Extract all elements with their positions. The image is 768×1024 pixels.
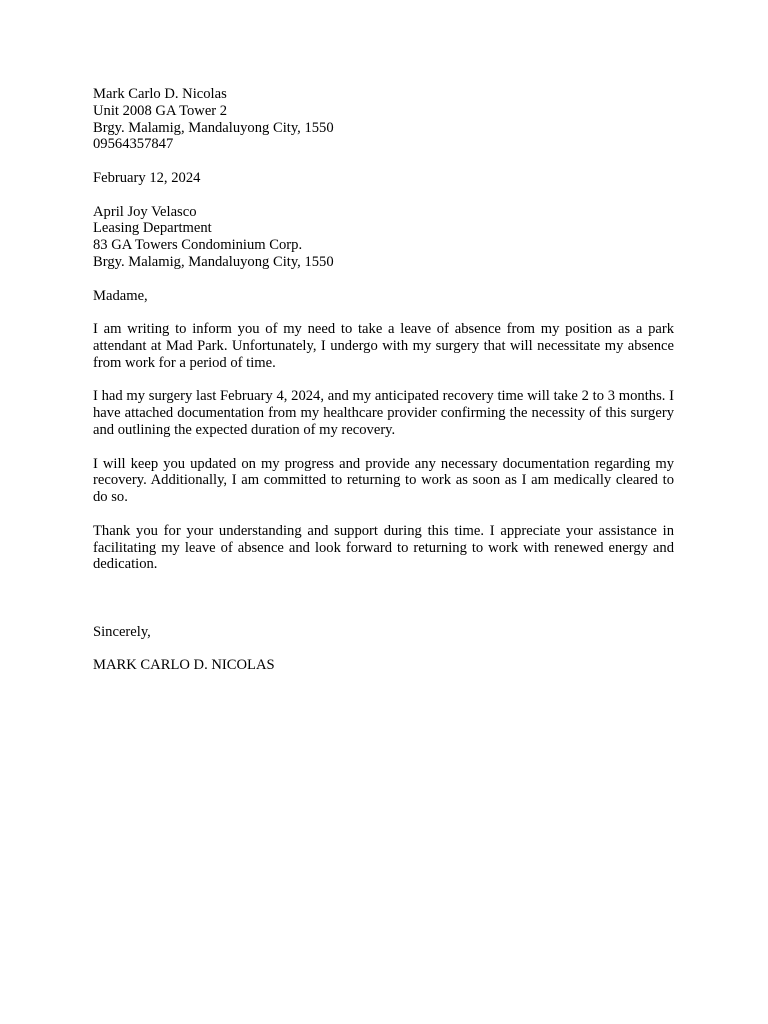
body-paragraph-3: I will keep you updated on my progress and provide any necessary documentation regarding my recovery. Additionally, I am committed to returning to work as soon as I am medically cleared to do so. xyxy=(93,455,674,506)
salutation-block xyxy=(93,288,674,305)
letter-date-block xyxy=(93,170,674,187)
closing-spacer xyxy=(93,590,674,624)
salutation: Madame, xyxy=(93,287,148,304)
sender-address-block xyxy=(93,86,674,153)
signature-name: MARK CARLO D. NICOLAS xyxy=(93,657,275,674)
recipient-department: Leasing Department xyxy=(93,220,212,237)
sender-name: Mark Carlo D. Nicolas xyxy=(93,86,227,102)
sender-address-line1: Unit 2008 GA Tower 2 xyxy=(93,102,228,119)
sender-address-line2: Brgy. Malamig, Mandaluyong City, 1550 xyxy=(93,119,334,136)
signature-block xyxy=(93,657,674,674)
body-paragraph-1: I am writing to inform you of my need to take a leave of absence from my position as a park attendant at Mad Park. Unfortunately, I undergo with my surgery that will necessitate my absence from work for a period of time. xyxy=(93,321,674,371)
recipient-address-block xyxy=(93,204,674,271)
sender-phone: 09564357847 xyxy=(93,136,174,153)
recipient-name: April Joy Velasco xyxy=(93,203,197,220)
closing: Sincerely, xyxy=(93,623,151,640)
recipient-address-line1: 83 GA Towers Condominium Corp. xyxy=(93,237,303,254)
body-paragraph-4: Thank you for your understanding and support during this time. I appreciate your assistance in facilitating my leave of absence and look forward to returning to work with renewed energy and dedication. xyxy=(93,522,674,573)
letter-page xyxy=(93,86,674,691)
body-paragraph-2: I had my surgery last February 4, 2024, and my anticipated recovery time will take 2 to 3 months. I have attached documentation from my healthcare provider confirming the necessity of this surgery and outlining the expected duration of my recovery. xyxy=(93,388,674,438)
letter-date: February 12, 2024 xyxy=(93,169,201,186)
recipient-address-line2: Brgy. Malamig, Mandaluyong City, 1550 xyxy=(93,253,334,270)
closing-block xyxy=(93,624,674,641)
